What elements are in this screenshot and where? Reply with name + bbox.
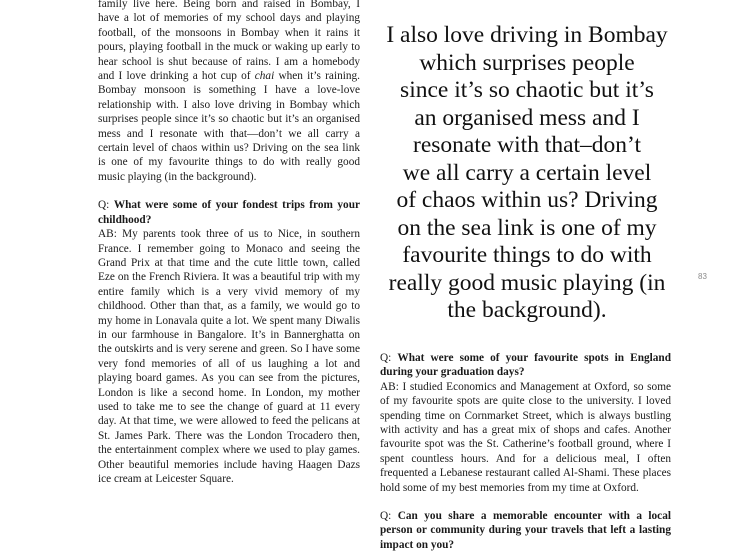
question-text: Can you share a memorable encounter with a local person or community during your travels that left a lasting impact on you? (380, 510, 671, 551)
question-memorable-encounter (380, 509, 671, 552)
intro-text-end: when it’s raining. Bombay monsoon is something I have a love-love relationship with. I also love driving in Bombay which surprises people since it’s so chaotic but it’s an organised mess and I resonate with that—don’t we all carry a certain level of chaos within us? Driving on the sea link is one of my favourite things to do with really good music playing (in the background). (98, 70, 360, 183)
question-label: Q: (98, 199, 110, 212)
pull-quote-line: an organised mess and I (414, 104, 640, 131)
pull-quote-line: the background). (447, 297, 607, 323)
pull-quote-line: on the sea link is one of my (397, 214, 657, 241)
pull-quote-line: which surprises people (419, 49, 635, 76)
pull-quote (372, 22, 682, 325)
page-number: 83 (698, 272, 707, 281)
answer-label: AB: (380, 380, 399, 393)
question-label: Q: (380, 510, 392, 523)
intro-paragraph (98, 0, 360, 184)
answer-childhood-trips (98, 227, 360, 486)
right-text-column (380, 351, 671, 552)
question-label: Q: (380, 352, 392, 364)
pull-quote-line: we all carry a certain level (402, 159, 652, 186)
question-childhood-trips (98, 198, 360, 227)
pull-quote-line: really good music playing (in (388, 269, 666, 296)
pull-quote-line: of chaos within us? Driving (396, 187, 658, 213)
intro-chai-word: chai (254, 70, 275, 83)
pull-quote-line: favourite things to do with (402, 242, 652, 268)
question-text: What were some of your fondest trips from your childhood? (98, 199, 360, 226)
pull-quote-line: resonate with that–don’t (413, 132, 641, 158)
question-england-spots (380, 351, 671, 380)
answer-england-spots (380, 380, 671, 495)
answer-text: My parents took three of us to Nice, in southern France. I remember going to Monaco and seeing the Grand Prix at that time and the cute little town, called Eze on the French Riviera. It was a beautiful trip with my entire family which is a very vivid memory of my childhood. Other than that, as a family, we would go to my home in Lonavala quite a lot. We spent many Diwalis in our farmhouse in Bangalore. It’s in Bannerghatta on the outskirts and is very serene and green. So I have some very fond memories of all of us laughing a lot and playing board games. As you can see from the pictures, London is like a second home. In London, my mother used to take me to see the change of guard at 11 every day. At that time, we were allowed to feed the pelicans at St. James Park. There was the London Trocadero then, the entertainment complex where we used to play games. Other beautiful memories include having Haagen Dazs ice cream at Leicester Square. (98, 228, 360, 485)
intro-text-start: family live here. Being born and raised in Bombay, I have a lot of memories of my school days and playing football, of the monsoons in Bombay when it rains it pours, playing football in the muck or waking up early to hear school is shut because of rains. I am a homebody and I love drinking a hot cup of (98, 0, 360, 83)
pull-quote-line: since it’s so chaotic but it’s (400, 77, 654, 103)
left-text-column (98, 0, 360, 486)
question-text: What were some of your favourite spots in England during your graduation days? (380, 352, 671, 379)
answer-text: I studied Economics and Management at Oxford, so some of my favourite spots are quite close to the university. I loved spending time on Cornmarket Street, which is always bustling with activity and has a great mix of shops and cafes. Another favourite spot was the St. Catherine’s football ground, where I spent countless hours. And for a delicious meal, I often frequented a Lebanese restaurant called Al-Shami. These places hold some of my best memories from my time at Oxford. (380, 380, 672, 494)
pull-quote-line: I also love driving in Bombay (386, 22, 668, 48)
answer-label: AB: (98, 228, 117, 241)
